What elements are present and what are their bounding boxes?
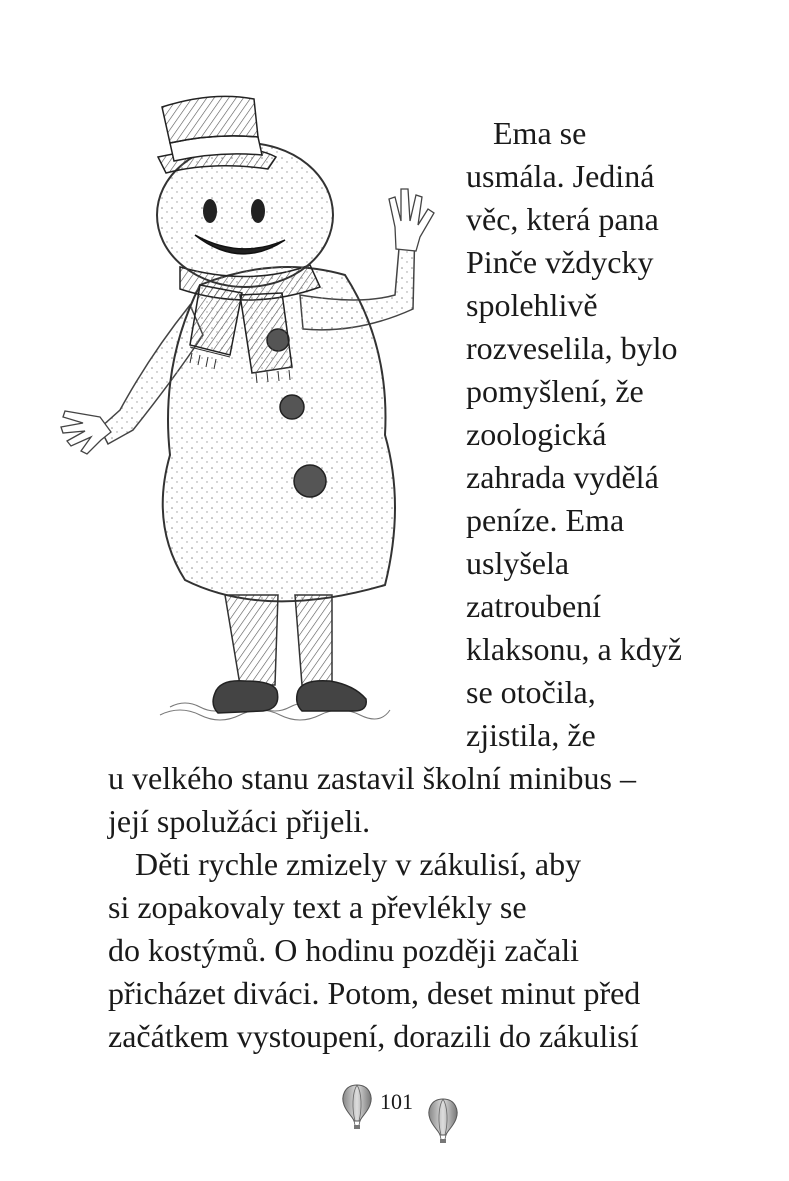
text-line: věc, která pana: [466, 201, 659, 237]
text-line: do kostýmů. O hodinu později začali: [108, 932, 580, 968]
text-column-full-width: [108, 757, 748, 1058]
paragraph-start-line: Děti rychle zmizely v zákulisí, aby: [135, 846, 582, 882]
text-line: Ema se: [493, 115, 587, 151]
text-line: zahrada vydělá: [466, 459, 659, 495]
snowman-button-bottom: [294, 465, 326, 497]
text-line: zjistila, že: [466, 717, 596, 753]
text-line: spolehlivě: [466, 287, 598, 323]
text-line: uslyšela: [466, 545, 570, 581]
page-number: 101: [380, 1089, 413, 1114]
snowman-left-hand: [61, 411, 111, 454]
text-line: u velkého stanu zastavil školní minibus –: [108, 760, 636, 796]
hot-air-balloon-icon: [340, 1083, 374, 1131]
text-line: její spolužáci přijeli.: [108, 803, 371, 839]
text-line: přicházet diváci. Potom, deset minut před: [108, 975, 641, 1011]
snowman-illustration: [40, 95, 450, 735]
text-line: se otočila,: [466, 674, 596, 710]
snowman-top-hat: [158, 96, 276, 173]
text-column-beside-image: [466, 112, 766, 757]
text-line: Pinče vždycky: [466, 244, 654, 280]
snowman-legs: [213, 595, 366, 713]
snowman-left-eye: [203, 199, 217, 223]
text-line: pomyšlení, že: [466, 373, 644, 409]
text-line: začátkem vystoupení, dorazili do zákulisí: [108, 1018, 639, 1054]
snowman-right-eye: [251, 199, 265, 223]
text-line: zoologická: [466, 416, 607, 452]
snowman-right-hand: [389, 189, 434, 251]
text-line: klaksonu, a když: [466, 631, 682, 667]
text-line: peníze. Ema: [466, 502, 625, 538]
hot-air-balloon-icon: [426, 1097, 460, 1145]
text-line: rozveselila, bylo: [466, 330, 678, 366]
page-footer: [330, 1083, 470, 1153]
snowman-button-middle: [280, 395, 304, 419]
text-line: si zopakovaly text a převlékly se: [108, 889, 527, 925]
text-line: usmála. Jediná: [466, 158, 655, 194]
text-line: zatroubení: [466, 588, 602, 624]
